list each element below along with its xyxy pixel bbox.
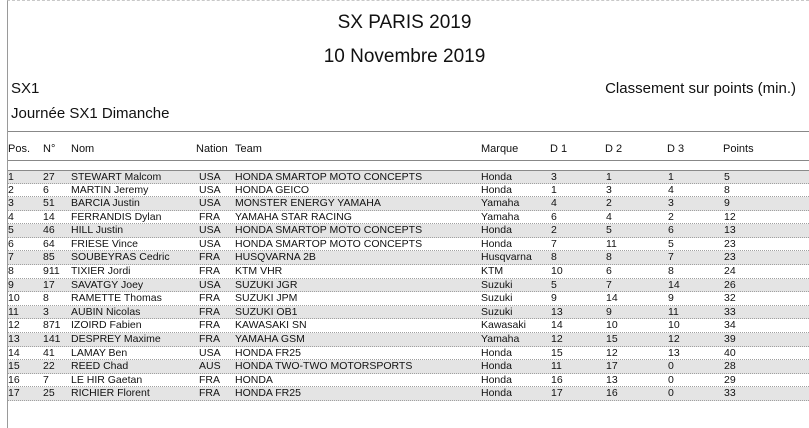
cell-marque: Honda [481, 237, 512, 250]
cell-d3: 2 [668, 210, 674, 223]
table-row [8, 387, 809, 401]
cell-d1: 3 [551, 171, 557, 183]
cell-nation: FRA [199, 305, 220, 318]
col-header-num: N° [43, 143, 56, 155]
cell-d1: 5 [551, 278, 557, 291]
cell-nom: LAMAY Ben [71, 346, 128, 359]
cell-num: 64 [43, 237, 55, 250]
cell-nation: USA [199, 237, 221, 250]
session-label: Journée SX1 Dimanche [11, 105, 170, 122]
cell-nom: RICHIER Florent [71, 387, 150, 400]
cell-d1: 8 [551, 251, 557, 264]
cell-d3: 4 [668, 183, 674, 196]
cell-pos: 3 [8, 197, 14, 210]
cell-team: HUSQVARNA 2B [235, 251, 316, 264]
cell-points: 34 [724, 319, 736, 332]
cell-pos: 7 [8, 251, 14, 264]
cell-points: 39 [724, 332, 736, 345]
table-row [8, 251, 809, 265]
cell-d3: 0 [668, 387, 674, 400]
col-header-nation: Nation [196, 143, 228, 155]
cell-marque: Honda [481, 360, 512, 373]
cell-nom: STEWART Malcom [71, 171, 162, 183]
table-row [8, 306, 809, 320]
cell-team: KAWASAKI SN [235, 319, 307, 332]
col-header-d1: D 1 [550, 143, 568, 155]
col-header-d3: D 3 [667, 143, 685, 155]
cell-marque: Suzuki [481, 292, 513, 305]
cell-num: 911 [43, 265, 60, 278]
cell-team: HONDA SMARTOP MOTO CONCEPTS [235, 171, 423, 183]
cell-points: 24 [724, 265, 736, 278]
cell-num: 41 [43, 346, 55, 359]
cell-d1: 15 [551, 346, 563, 359]
cell-points: 29 [724, 373, 736, 386]
col-header-nom: Nom [71, 143, 95, 155]
cell-nom: SAVATGY Joey [71, 278, 144, 291]
cell-d1: 11 [551, 360, 562, 373]
cell-team: YAMAHA STAR RACING [235, 210, 352, 223]
cell-d3: 11 [668, 305, 679, 318]
cell-points: 23 [724, 237, 736, 250]
cell-num: 85 [43, 251, 55, 264]
cell-nation: FRA [199, 319, 220, 332]
cell-marque: Honda [481, 387, 512, 400]
cell-pos: 17 [8, 387, 20, 400]
cell-d1: 12 [551, 332, 563, 345]
table-row [8, 333, 809, 347]
cell-d2: 8 [606, 251, 612, 264]
col-header-marque: Marque [481, 143, 519, 155]
cell-team: HONDA FR25 [235, 346, 301, 359]
cell-d3: 0 [668, 360, 674, 373]
cell-pos: 9 [8, 278, 14, 291]
cell-pos: 12 [8, 319, 20, 332]
cell-d2: 12 [606, 346, 618, 359]
cell-pos: 4 [8, 210, 14, 223]
cell-team: SUZUKI JGR [235, 278, 298, 291]
ranking-type-label: Classement sur points (min.) [605, 80, 796, 97]
cell-d3: 8 [668, 265, 674, 278]
cell-marque: Honda [481, 171, 512, 183]
cell-num: 14 [43, 210, 55, 223]
results-table-body [8, 170, 809, 401]
cell-pos: 2 [8, 183, 14, 196]
cell-team: MONSTER ENERGY YAMAHA [235, 197, 381, 210]
col-header-points: Points [723, 143, 754, 155]
cell-d3: 9 [668, 292, 674, 305]
cell-points: 12 [724, 210, 736, 223]
cell-pos: 11 [8, 305, 19, 318]
cell-d3: 10 [668, 319, 680, 332]
cell-d2: 14 [606, 292, 618, 305]
cell-d3: 6 [668, 224, 674, 237]
cell-d1: 1 [551, 183, 557, 196]
cell-marque: Yamaha [481, 197, 520, 210]
cell-points: 33 [724, 387, 736, 400]
cell-team: HONDA FR25 [235, 387, 301, 400]
table-row [8, 197, 809, 211]
cell-nation: AUS [199, 360, 221, 373]
cell-marque: Honda [481, 224, 512, 237]
cell-d2: 1 [606, 171, 612, 183]
cell-points: 40 [724, 346, 736, 359]
cell-num: 46 [43, 224, 55, 237]
cell-marque: Honda [481, 373, 512, 386]
cell-num: 141 [43, 332, 61, 345]
table-row [8, 374, 809, 388]
cell-team: KTM VHR [235, 265, 283, 278]
cell-pos: 1 [8, 171, 14, 183]
cell-nom: RAMETTE Thomas [71, 292, 162, 305]
cell-points: 28 [724, 360, 736, 373]
cell-d1: 16 [551, 373, 563, 386]
cell-d2: 16 [606, 387, 618, 400]
table-row [8, 279, 809, 293]
cell-num: 25 [43, 387, 55, 400]
cell-d1: 4 [551, 197, 557, 210]
cell-nom: FERRANDIS Dylan [71, 210, 162, 223]
cell-d1: 7 [551, 237, 557, 250]
cell-num: 22 [43, 360, 55, 373]
cell-num: 27 [43, 171, 55, 183]
cell-d2: 5 [606, 224, 612, 237]
cell-pos: 5 [8, 224, 14, 237]
cell-team: HONDA SMARTOP MOTO CONCEPTS [235, 237, 423, 250]
cell-team: HONDA SMARTOP MOTO CONCEPTS [235, 224, 423, 237]
cell-nation: USA [199, 224, 221, 237]
cell-d2: 11 [606, 237, 617, 250]
cell-marque: Yamaha [481, 210, 520, 223]
cell-num: 7 [43, 373, 49, 386]
cell-nation: USA [199, 183, 221, 196]
cell-points: 9 [724, 197, 730, 210]
cell-d2: 9 [606, 305, 612, 318]
header-divider-bottom [8, 160, 809, 161]
cell-nation: USA [199, 278, 221, 291]
cell-points: 32 [724, 292, 736, 305]
cell-marque: Honda [481, 183, 512, 196]
cell-d2: 13 [606, 373, 618, 386]
table-row [8, 170, 809, 184]
cell-d3: 12 [668, 332, 680, 345]
cell-pos: 14 [8, 346, 20, 359]
table-row [8, 238, 809, 252]
cell-points: 23 [724, 251, 736, 264]
cell-d3: 1 [668, 171, 674, 183]
cell-team: SUZUKI OB1 [235, 305, 298, 318]
cell-nom: IZOIRD Fabien [71, 319, 142, 332]
cell-nom: LE HIR Gaetan [71, 373, 143, 386]
cell-marque: Honda [481, 346, 512, 359]
cell-team: SUZUKI JPM [235, 292, 298, 305]
cell-points: 33 [724, 305, 736, 318]
cell-d3: 13 [668, 346, 680, 359]
cell-nom: AUBIN Nicolas [71, 305, 141, 318]
cell-pos: 13 [8, 332, 20, 345]
cell-pos: 8 [8, 265, 14, 278]
cell-d2: 17 [606, 360, 618, 373]
table-row [8, 224, 809, 238]
cell-nom: MARTIN Jeremy [71, 183, 149, 196]
cell-nation: USA [199, 346, 221, 359]
col-header-d2: D 2 [605, 143, 623, 155]
cell-d2: 10 [606, 319, 618, 332]
table-row [8, 184, 809, 198]
cell-d2: 6 [606, 265, 612, 278]
cell-marque: Yamaha [481, 332, 520, 345]
cell-d1: 13 [551, 305, 563, 318]
cell-nation: USA [199, 197, 221, 210]
cell-d1: 6 [551, 210, 557, 223]
cell-d1: 2 [551, 224, 557, 237]
cell-d3: 0 [668, 373, 674, 386]
cell-d1: 10 [551, 265, 563, 278]
col-header-pos: Pos. [8, 143, 31, 155]
cell-d2: 7 [606, 278, 612, 291]
table-row [8, 211, 809, 225]
cell-num: 6 [43, 183, 49, 196]
cell-nom: BARCIA Justin [71, 197, 140, 210]
cell-points: 8 [724, 183, 730, 196]
cell-marque: KTM [481, 265, 504, 278]
cell-nation: FRA [199, 373, 220, 386]
cell-nom: TIXIER Jordi [71, 265, 131, 278]
cell-d2: 15 [606, 332, 618, 345]
table-row [8, 360, 809, 374]
col-header-team: Team [235, 143, 262, 155]
category-label: SX1 [11, 80, 40, 97]
cell-d3: 5 [668, 237, 674, 250]
cell-team: HONDA GEICO [235, 183, 310, 196]
table-row [8, 292, 809, 306]
table-row [8, 319, 809, 333]
cell-team: HONDA [235, 373, 273, 386]
cell-d3: 3 [668, 197, 674, 210]
cell-nation: USA [199, 171, 221, 183]
cell-num: 17 [43, 278, 55, 291]
cell-nom: DESPREY Maxime [71, 332, 161, 345]
cell-nation: FRA [199, 210, 220, 223]
cell-points: 5 [724, 171, 730, 183]
table-row [8, 265, 809, 279]
cell-d2: 2 [606, 197, 612, 210]
cell-num: 8 [43, 292, 49, 305]
cell-d2: 4 [606, 210, 612, 223]
cell-num: 871 [43, 319, 61, 332]
cell-marque: Suzuki [481, 305, 513, 318]
cell-marque: Husqvarna [481, 251, 532, 264]
cell-d2: 3 [606, 183, 612, 196]
cell-nom: FRIESE Vince [71, 237, 138, 250]
event-title: SX PARIS 2019 [337, 12, 472, 33]
cell-d1: 9 [551, 292, 557, 305]
cell-d1: 17 [551, 387, 563, 400]
cell-d3: 7 [668, 251, 674, 264]
cell-pos: 10 [8, 292, 20, 305]
cell-marque: Suzuki [481, 278, 513, 291]
cell-team: HONDA TWO-TWO MOTORSPORTS [235, 360, 413, 373]
cell-pos: 6 [8, 237, 14, 250]
cell-nom: HILL Justin [71, 224, 124, 237]
cell-pos: 16 [8, 373, 20, 386]
cell-num: 3 [43, 305, 49, 318]
cell-nation: FRA [199, 387, 220, 400]
cell-points: 26 [724, 278, 736, 291]
cell-nation: FRA [199, 292, 220, 305]
table-row [8, 347, 809, 361]
cell-pos: 15 [8, 360, 20, 373]
cell-marque: Kawasaki [481, 319, 526, 332]
cell-nation: FRA [199, 265, 220, 278]
cell-team: YAMAHA GSM [235, 332, 305, 345]
cell-d1: 14 [551, 319, 563, 332]
cell-nom: REED Chad [71, 360, 129, 373]
cell-num: 51 [43, 197, 55, 210]
event-date: 10 Novembre 2019 [323, 46, 486, 67]
cell-points: 13 [724, 224, 736, 237]
cell-nation: FRA [199, 251, 220, 264]
header-divider-top [8, 131, 809, 132]
cell-nom: SOUBEYRAS Cedric [71, 251, 170, 264]
cell-d3: 14 [668, 278, 680, 291]
cell-nation: FRA [199, 332, 220, 345]
